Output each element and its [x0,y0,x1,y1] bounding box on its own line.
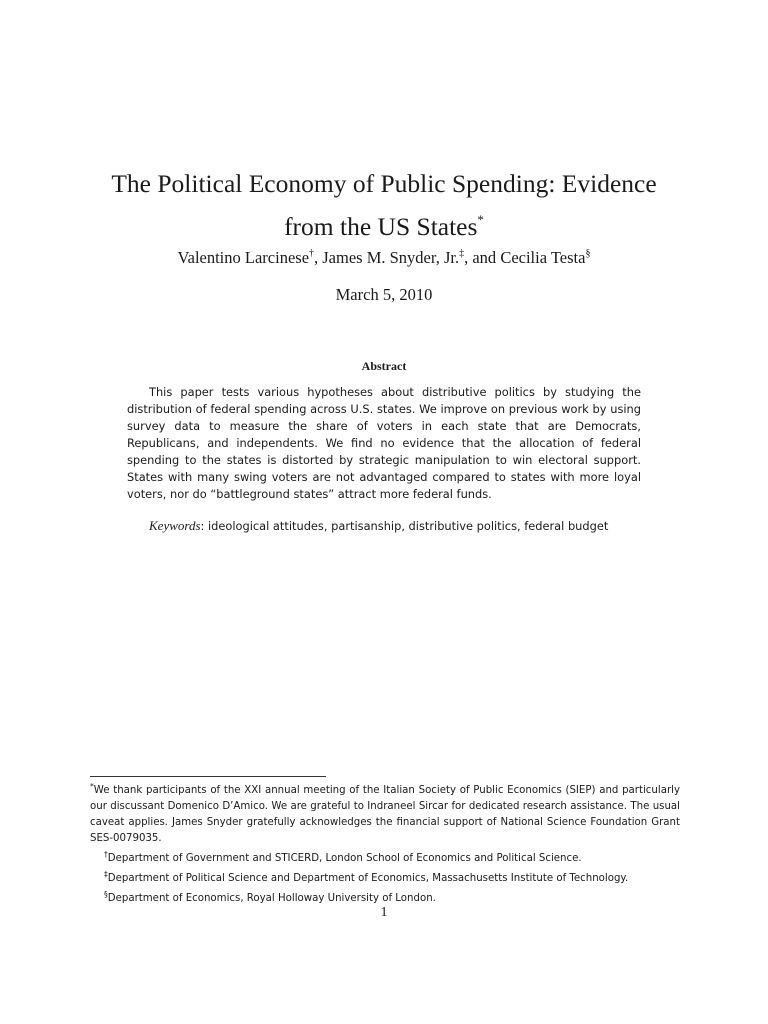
footnote-text: We thank participants of the XXI annual meeting of the Italian Society of Public Economics (SIEP) and particularly our discussant Domenico D’Amico. We are grateful to Indraneel Sircar for dedicated research assistance. The usual caveat applies. James Snyder gratefully acknowledges the financial support of National Science Foundation Grant SES-0079035. [90,785,680,844]
title-line-1: The Political Economy of Public Spending: Evidence [111,169,657,198]
keywords-line [149,518,649,534]
paper-title [60,166,708,245]
footnotes [90,779,680,907]
keywords-text: ideological attitudes, partisanship, distributive politics, federal budget [208,519,609,533]
footnote-text: Department of Government and STICERD, London School of Economics and Political Science. [107,853,582,864]
page-number: 1 [380,905,388,920]
author-separator: , [314,248,323,267]
footnote-mark: † [104,850,108,859]
footnote-text: Department of Political Science and Department of Economics, Massachusetts Institute of Technology. [107,873,629,884]
footnote [90,887,680,907]
title-line-2 [60,202,708,245]
footnote-mark: ‡ [104,870,108,879]
footnote-mark: * [90,782,94,791]
footnote-rule [90,776,326,777]
footnote-text: Department of Economics, Royal Holloway University of London. [107,893,436,904]
author-footnote-mark: § [585,248,591,259]
keywords-label: Keywords [149,518,201,533]
author-name: Valentino Larcinese [177,248,310,267]
title-line-2-text: from the US States [284,212,478,241]
abstract-heading: Abstract [361,359,407,373]
author-separator: , and [464,248,501,267]
footnote-mark: § [104,890,108,899]
keywords-colon: : [200,519,208,533]
footnote [90,847,680,867]
author-name: Cecilia Testa [500,248,586,267]
footnote [90,779,680,847]
author-name: James M. Snyder, Jr. [322,248,460,267]
title-footnote-mark: * [477,212,484,227]
paper-date: March 5, 2010 [335,285,433,304]
author-footnote-mark: † [309,248,315,259]
abstract-text: This paper tests various hypotheses about distributive politics by studying the distribution of federal spending across U.S. states. We improve on previous work by using survey data to measure the share of voters in each state that are Democrats, Republicans, and independents. We find no evidence that the allocation of federal spending to the states is distorted by strategic manipulation to win electoral support. States with many swing voters are not advantaged compared to states with more loyal voters, nor do “battleground states” attract more federal funds. [127,385,641,501]
author-footnote-mark: ‡ [459,248,465,259]
footnote [90,867,680,887]
author-list [60,248,708,268]
